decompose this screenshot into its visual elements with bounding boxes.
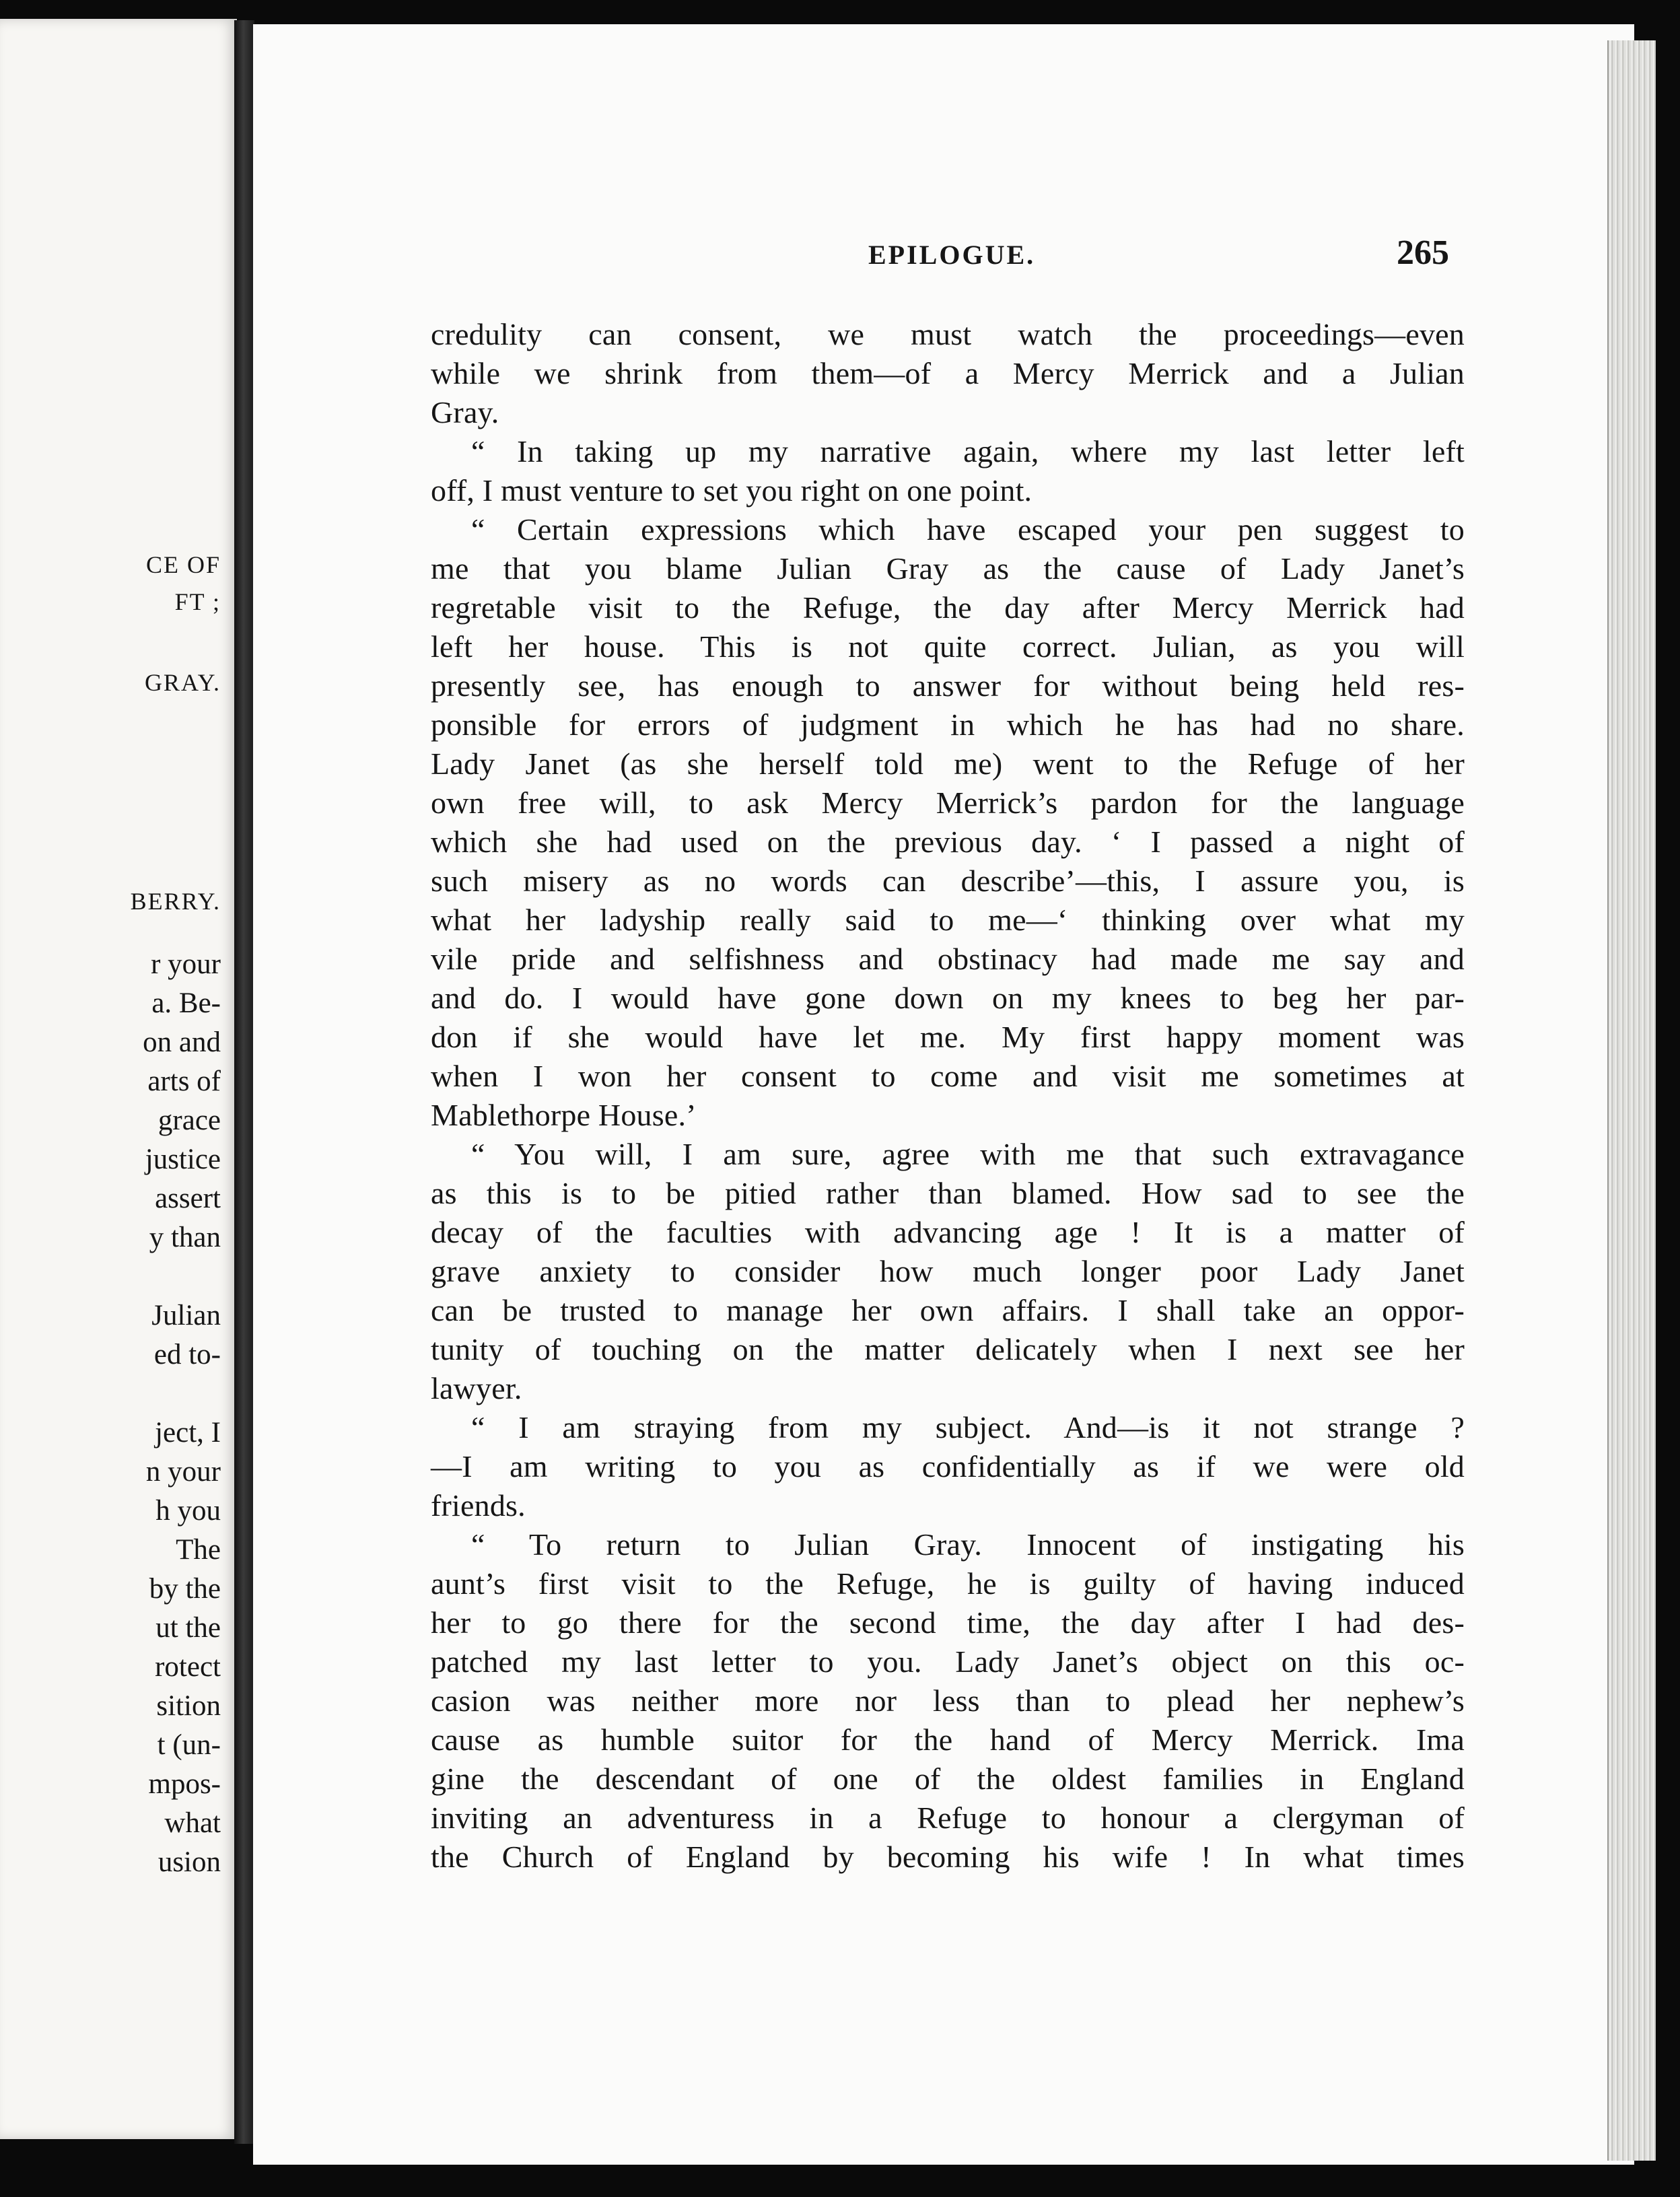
text-line: lawyer.	[431, 1371, 522, 1405]
text-line: presently see, has enough to answer for without being held res-	[431, 668, 1465, 703]
page-edges	[1607, 40, 1656, 2161]
text-line: Mablethorpe House.’	[431, 1098, 697, 1132]
text-line: “ I am straying from my subject. And—is it not strange ?	[471, 1410, 1465, 1444]
left-page-line: grace	[158, 1105, 221, 1136]
left-page-line: BERRY.	[130, 888, 221, 915]
text-line: me that you blame Julian Gray as the cause of Lady Janet’s	[431, 551, 1465, 586]
text-line: her to go there for the second time, the day after I had des-	[431, 1605, 1465, 1640]
left-page	[0, 19, 237, 2139]
text-line: Lady Janet (as she herself told me) went to the Refuge of her	[431, 746, 1465, 781]
text-line: tunity of touching on the matter delicately when I next see her	[431, 1332, 1465, 1366]
left-page-line: what	[164, 1807, 221, 1839]
text-line: don if she would have let me. My first happy moment was	[431, 1020, 1465, 1054]
text-line: friends.	[431, 1488, 526, 1523]
left-page-line: ed to-	[153, 1339, 221, 1370]
left-page-line: r your	[151, 948, 221, 980]
left-page-line: ject, I	[155, 1417, 221, 1449]
text-line: and do. I would have gone down on my knees to beg her par-	[431, 981, 1465, 1015]
text-line: as this is to be pitied rather than blamed. How sad to see the	[431, 1176, 1465, 1210]
text-line: Gray.	[431, 395, 499, 429]
left-page-line: on and	[143, 1026, 221, 1058]
text-line: decay of the faculties with advancing age ! It is a matter of	[431, 1215, 1465, 1249]
text-line: left her house. This is not quite correct. Julian, as you will	[431, 629, 1465, 664]
left-page-line: justice	[145, 1144, 221, 1175]
left-page-line: FT ;	[174, 588, 221, 615]
left-page-line: t (un-	[157, 1729, 221, 1761]
book-gutter	[234, 20, 254, 2144]
text-line: credulity can consent, we must watch the proceedings—even	[431, 317, 1465, 351]
text-line: the Church of England by becoming his wife ! In what times	[431, 1840, 1465, 1874]
text-line: “ Certain expressions which have escaped your pen suggest to	[471, 512, 1465, 547]
left-page-line: assert	[155, 1183, 221, 1214]
left-page-line: Julian	[151, 1300, 221, 1331]
text-line: “ You will, I am sure, agree with me that such extravagance	[471, 1137, 1465, 1171]
left-page-line: n your	[145, 1456, 221, 1488]
text-line: ponsible for errors of judgment in which he has had no share.	[431, 707, 1465, 742]
running-head: EPILOGUE.	[868, 240, 1036, 270]
left-page-line: GRAY.	[144, 669, 221, 696]
text-line: when I won her consent to come and visit me sometimes at	[431, 1059, 1465, 1093]
text-line: regretable visit to the Refuge, the day after Mercy Merrick had	[431, 590, 1465, 625]
text-line: grave anxiety to consider how much longer poor Lady Janet	[431, 1254, 1465, 1288]
text-line: can be trusted to manage her own affairs. I shall take an oppor-	[431, 1293, 1465, 1327]
text-line: cause as humble suitor for the hand of Mercy Merrick. Ima	[431, 1722, 1465, 1757]
text-line: what her ladyship really said to me—‘ thinking over what my	[431, 903, 1465, 937]
left-page-line: mpos-	[148, 1768, 221, 1800]
text-line: —I am writing to you as confidentially as if we were old	[431, 1449, 1465, 1484]
page-number: 265	[1397, 234, 1449, 272]
left-page-line: ut the	[155, 1612, 221, 1644]
left-page-line: by the	[149, 1573, 221, 1605]
left-page-line: arts of	[147, 1066, 221, 1097]
text-line: gine the descendant of one of the oldest families in England	[431, 1762, 1465, 1796]
text-line: inviting an adventuress in a Refuge to honour a clergyman of	[431, 1801, 1465, 1835]
left-page-line: h you	[155, 1495, 221, 1527]
left-page-line: usion	[158, 1846, 221, 1878]
left-page-line: a. Be-	[151, 987, 221, 1019]
text-line: patched my last letter to you. Lady Janet’s object on this oc-	[431, 1644, 1465, 1679]
left-page-line: y than	[149, 1222, 221, 1253]
text-line: “ To return to Julian Gray. Innocent of instigating his	[471, 1527, 1465, 1562]
text-line: while we shrink from them—of a Mercy Merrick and a Julian	[431, 356, 1465, 390]
text-line: off, I must venture to set you right on one point.	[431, 473, 1032, 508]
text-line: “ In taking up my narrative again, where my last letter left	[471, 434, 1465, 468]
left-page-line: CE OF	[145, 551, 221, 578]
text-line: own free will, to ask Mercy Merrick’s pardon for the language	[431, 786, 1465, 820]
body-text	[431, 315, 1465, 1877]
text-line: such misery as no words can describe’—this, I assure you, is	[431, 864, 1465, 898]
text-line: casion was neither more nor less than to plead her nephew’s	[431, 1683, 1465, 1718]
text-line: vile pride and selfishness and obstinacy had made me say and	[431, 942, 1465, 976]
text-line: aunt’s first visit to the Refuge, he is guilty of having induced	[431, 1566, 1465, 1601]
text-line: which she had used on the previous day. ‘ I passed a night of	[431, 825, 1465, 859]
left-page-line: The	[176, 1534, 221, 1566]
left-page-line: sition	[156, 1690, 221, 1722]
left-page-line: rotect	[155, 1651, 221, 1683]
